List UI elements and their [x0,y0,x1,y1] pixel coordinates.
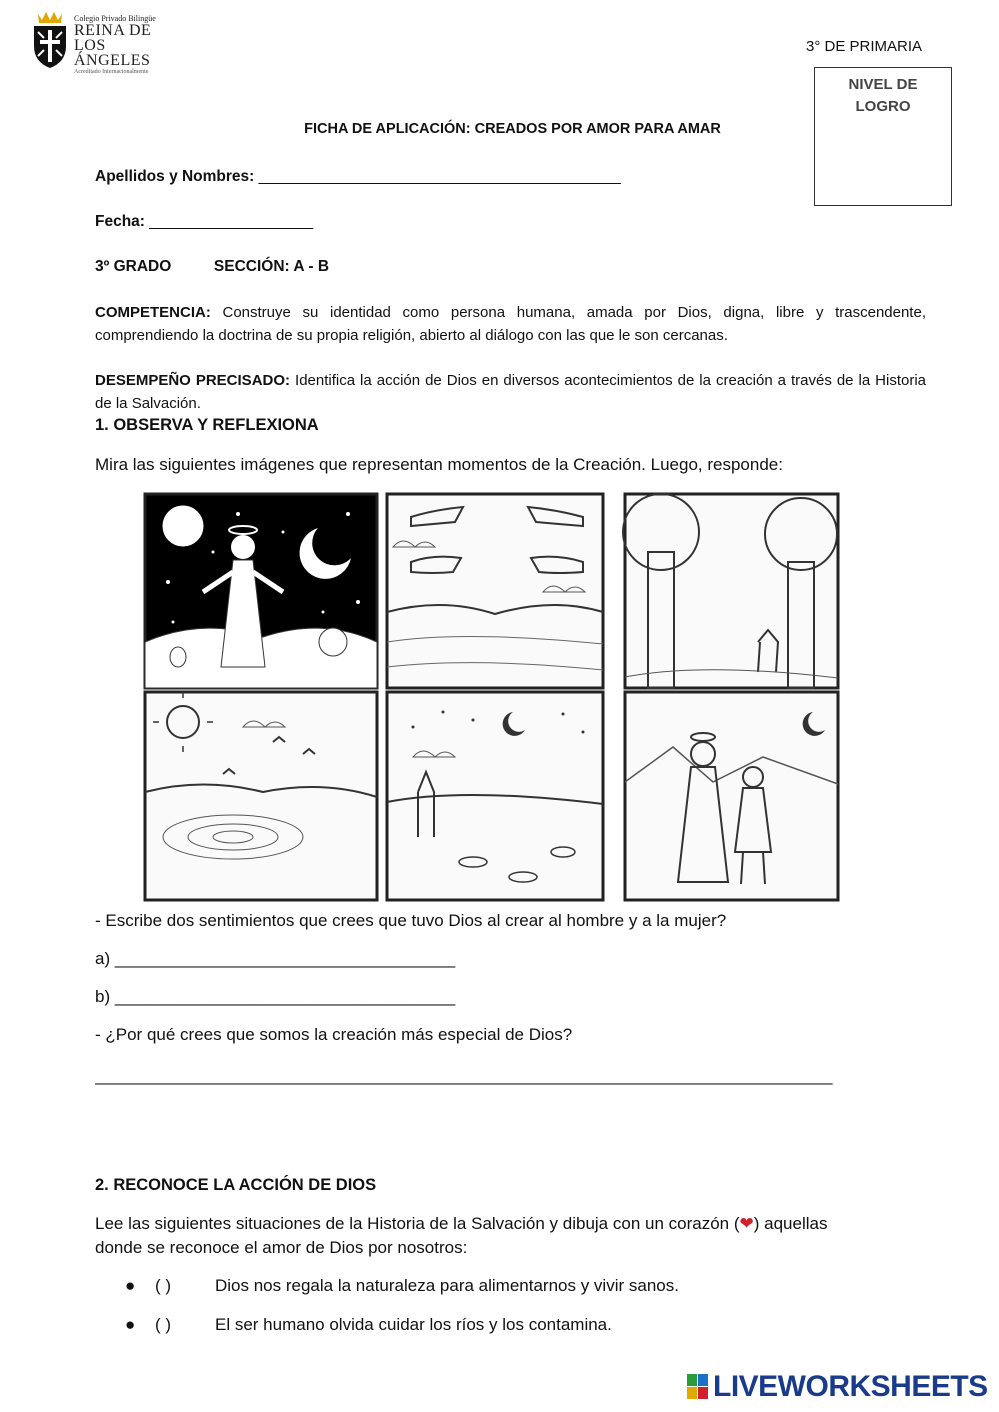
names-label: Apellidos y Nombres: [95,168,255,185]
question-1: - Escribe dos sentimientos que crees que tuvo Dios al crear al hombre y a la mujer? [95,911,727,930]
section-label: SECCIÓN: A - B [213,258,330,275]
section2-heading: 2. RECONOCE LA ACCIÓN DE DIOS [95,1176,377,1194]
names-row [95,168,621,186]
grade-label: 3º GRADO [95,258,172,275]
section2-instruction-line2: donde se reconoce el amor de Dios por nosotros: [95,1238,468,1257]
list-item-text: Dios nos regala la naturaleza para alimentarnos y vivir sanos. [215,1276,679,1295]
competencia-text: Construye su identidad como persona humana, amada por Dios, digna, libre y trascendente, comprendiendo la doctrina de su propia religión, abierto al diálogo con las que le son cercanas. [95,304,926,344]
section1-heading: 1. OBSERVA Y REFLEXIONA [95,416,319,434]
answer-box[interactable]: ( ) [155,1315,172,1334]
desempeno-text: Identifica la acción de Dios en diversos acontecimientos de la creación a través de la Historia de la Salvación. [95,372,927,412]
answer-2-line[interactable]: ______________________________________________________________________________ [95,1066,833,1085]
bullet-icon: ● [125,1276,136,1295]
heart-icon: ❤ [739,1214,754,1233]
answer-box[interactable]: ( ) [155,1276,172,1295]
competencia-label: COMPETENCIA: [95,304,211,321]
section2-instruction [95,1212,926,1260]
creation-comic-illustration [143,492,840,902]
section2-instruction-part1: Lee las siguientes situaciones de la Historia de la Salvación y dibuja con un corazón ( [95,1214,740,1233]
list-item-text: El ser humano olvida cuidar los ríos y los contamina. [215,1315,612,1334]
list-item [125,1276,679,1296]
date-row [95,213,313,231]
page-title: FICHA DE APLICACIÓN: CREADOS POR AMOR PARA AMAR [304,121,721,137]
creation-panels-drawing [143,492,840,902]
date-blank[interactable]: ___________________ [149,213,314,230]
school-crest-icon [28,10,72,70]
date-label: Fecha: [95,213,145,230]
desempeno-paragraph [95,370,926,415]
competencia-paragraph [95,302,926,347]
grade-top-label: 3° DE PRIMARIA [806,38,923,55]
section2-instruction-part2: ) aquellas [753,1214,828,1233]
bullet-icon: ● [125,1315,136,1334]
logo-line-3: LOS ÁNGELES [74,37,151,69]
liveworksheets-wordmark: LIVEWORKSHEETS [713,1370,988,1403]
nivel-de-logro-label: NIVEL DE LOGRO [848,76,918,115]
school-logo [28,10,178,75]
logo-line-1: Colegio Privado Bilingüe [74,14,156,23]
answer-a-line[interactable]: a) ____________________________________ [95,949,456,968]
answer-b-line[interactable]: b) ____________________________________ [95,987,456,1006]
logo-line-2: REINA DE [74,22,152,39]
question-2: - ¿Por qué crees que somos la creación más especial de Dios? [95,1025,573,1044]
liveworksheets-logo-icon [687,1374,709,1400]
liveworksheets-brand [687,1370,987,1404]
list-item [125,1315,612,1335]
names-blank[interactable]: __________________________________________ [258,168,621,185]
desempeno-label: DESEMPEÑO PRECISADO: [95,372,291,389]
section1-instruction: Mira las siguientes imágenes que representan momentos de la Creación. Luego, responde: [95,455,783,474]
grade-section-row [95,258,329,276]
logo-line-4: Acreditado Internacionalmente [74,69,149,75]
